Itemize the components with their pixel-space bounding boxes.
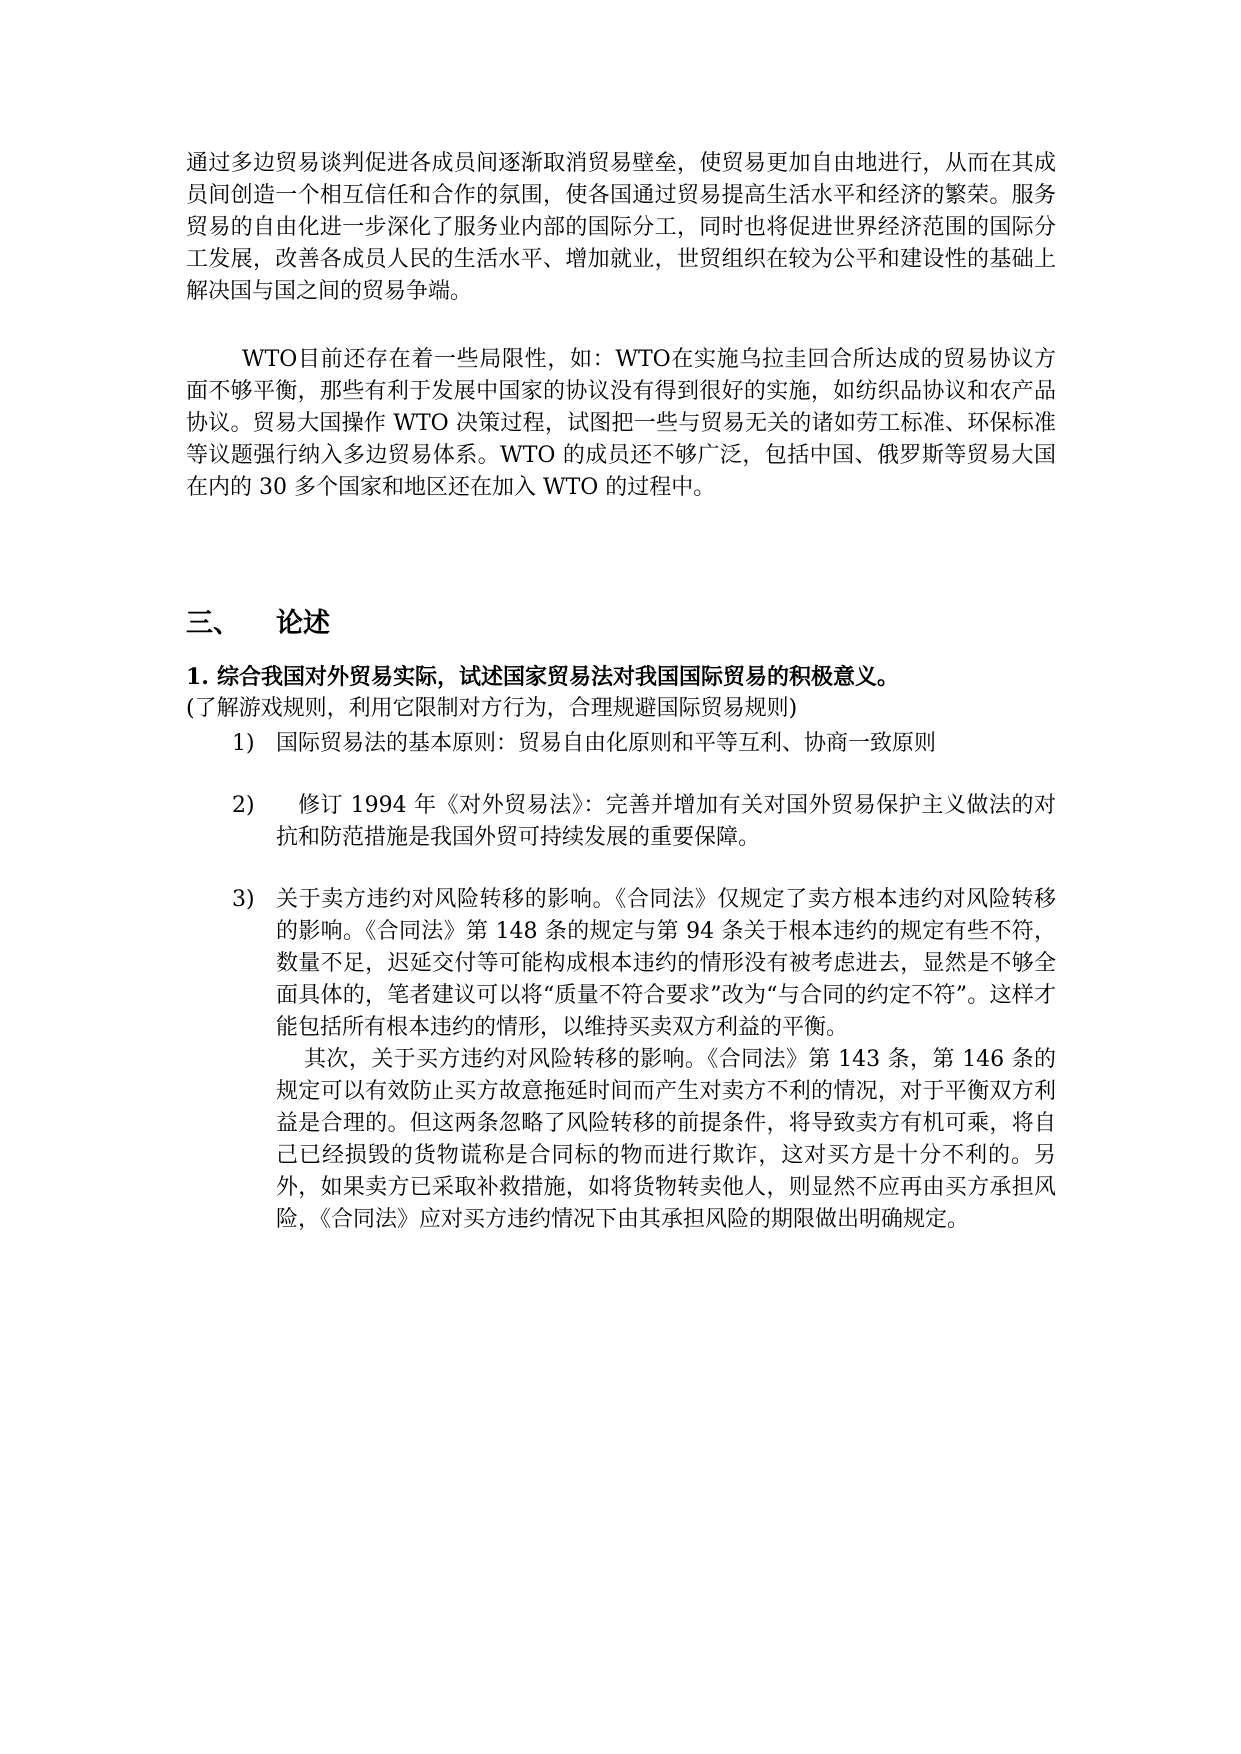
list-item-marker: 1)	[232, 731, 255, 756]
list-item-text	[276, 884, 1056, 1236]
list-item-body: 关于卖方违约对风险转移的影响。《合同法》仅规定了卖方根本违约对风险转移的影响。《合同法》第 148 条的规定与第 94 条关于根本违约的规定有些不符，数量不足，迟延交付等可能构成根本违约的情形没有被考虑进去，显然是不够全面具体的，笔者建议可以将“质量不符合要求”改为“与合同的约定不符”。这样才能包括所有根本违约的情形，以维持买卖双方利益的平衡。	[276, 887, 1056, 1040]
list-item-body: 修订 1994 年《对外贸易法》：完善并增加有关对国外贸易保护主义做法的对抗和防范措施是我国外贸可持续发展的重要保障。	[276, 793, 1056, 850]
question-text: 综合我国对外贸易实际，试述国家贸易法对我国国际贸易的积极意义。	[216, 664, 899, 690]
list-item-text: 国际贸易法的基本原则：贸易自由化原则和平等互利、协商一致原则	[276, 731, 937, 756]
list-item-marker: 3)	[232, 887, 255, 912]
section-heading	[186, 606, 330, 642]
paragraph-wto-limitations: WTO目前还存在着一些局限性，如：WTO在实施乌拉圭回合所达成的贸易协议方面不够平衡，那些有利于发展中国家的协议没有得到很好的实施，如纺织品协议和农产品协议。贸易大国操作 WTO 决策过程，试图把一些与贸易无关的诸如劳工标准、环保标准等议题强行纳入多边贸易体系。WTO 的成员还不够广泛，包括中国、俄罗斯等贸易大国在内的 30 多个国家和地区还在加入 WTO 的过程中。	[186, 347, 1056, 500]
question-number: 1.	[186, 664, 209, 690]
list-item-marker: 2)	[232, 793, 255, 818]
list-item-text	[276, 790, 1056, 854]
question-1	[186, 661, 899, 693]
paragraph-wto-benefits: 通过多边贸易谈判促进各成员间逐渐取消贸易壁垒，使贸易更加自由地进行，从而在其成员间创造一个相互信任和合作的氛围，使各国通过贸易提高生活水平和经济的繁荣。服务贸易的自由化进一步深化了服务业内部的国际分工，同时也将促进世界经济范围的国际分工发展，改善各成员人民的生活水平、增加就业，世贸组织在较为公平和建设性的基础上解决国与国之间的贸易争端。	[186, 151, 1056, 304]
section-number: 三、	[186, 608, 240, 639]
question-hint: (了解游戏规则，利用它限制对方行为，合理规避国际贸易规则)	[186, 696, 798, 721]
section-title: 论述	[276, 608, 330, 639]
list-item-continuation: 其次，关于买方违约对风险转移的影响。《合同法》第 143 条，第 146 条的规定可以有效防止买方故意拖延时间而产生对卖方不利的情况，对于平衡双方利益是合理的。但这两条忽略了风险转移的前提条件，将导致卖方有机可乘，将自己已经损毁的货物谎称是合同标的物而进行欺诈，这对买方是十分不利的。另外，如果卖方已采取补救措施，如将货物转卖他人，则显然不应再由买方承担风险，《合同法》应对买方违约情况下由其承担风险的期限做出明确规定。	[276, 1047, 1056, 1232]
